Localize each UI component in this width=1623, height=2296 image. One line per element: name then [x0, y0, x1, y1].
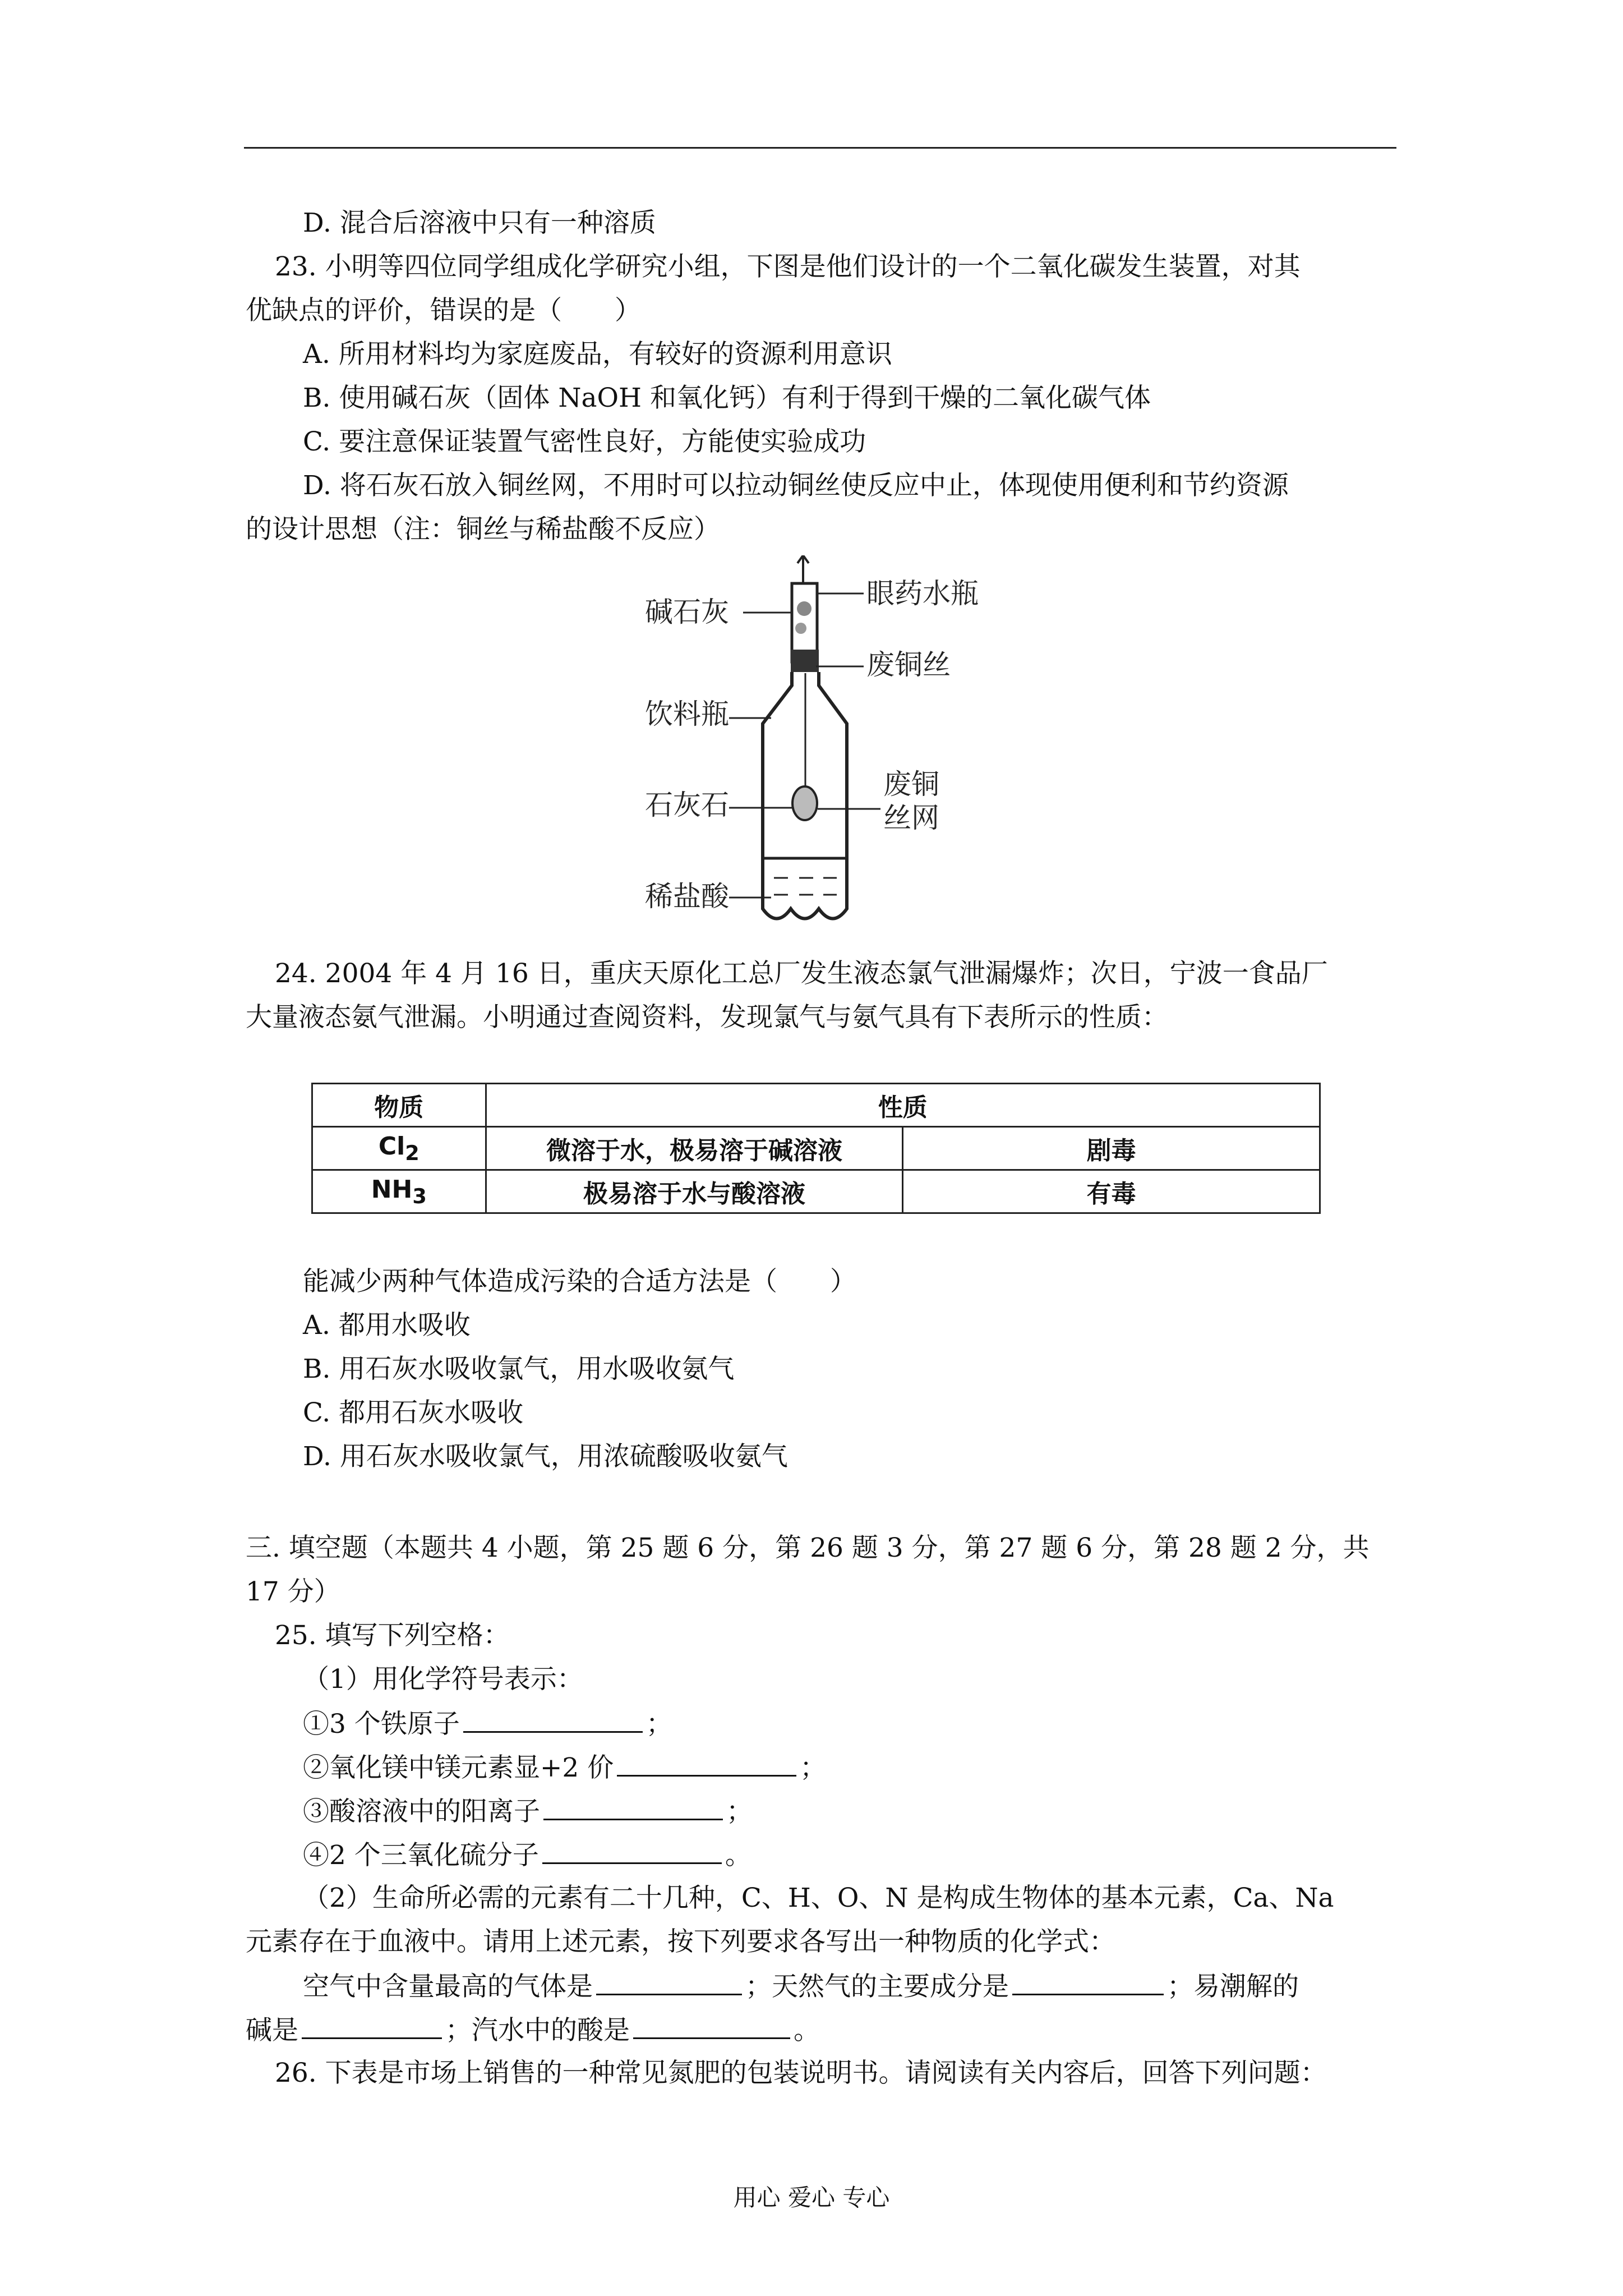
q25-fill-line1: 空气中含量最高的气体是 ；天然气的主要成分是 ；易潮解的 [303, 1969, 1299, 2004]
page-footer: 用心 爱心 专心 [733, 2184, 890, 2211]
q23-stem-line2: 优缺点的评价，错误的是（ ） [246, 295, 641, 326]
q23-option-b: B. 使用碱石灰（固体 NaOH 和氧化钙）有利于得到干燥的二氧化碳气体 [303, 383, 1151, 413]
section3-title-line1: 三. 填空题（本题共 4 小题，第 25 题 6 分，第 26 题 3 分，第 27 题 6 分，第 28 题 2 分，共 [246, 1533, 1370, 1563]
answer-blank[interactable] [542, 1838, 722, 1864]
soda-lime [797, 601, 811, 616]
property-solubility: 极易溶于水与酸溶液 [486, 1170, 903, 1213]
q23-option-c: C. 要注意保证装置气密性良好，方能使实验成功 [303, 426, 866, 457]
q23-option-d-line2: 的设计思想（注：铜丝与稀盐酸不反应） [246, 514, 720, 545]
label-copper-mesh-1: 废铜 [883, 768, 939, 800]
q25-part2-line1: （2）生命所必需的元素有二十几种，C、H、O、N 是构成生物体的基本元素，Ca、Na [303, 1883, 1334, 1913]
answer-blank[interactable] [302, 2013, 442, 2039]
property-solubility: 微溶于水，极易溶于碱溶液 [486, 1127, 903, 1170]
q25-stem: 25. 填写下列空格： [275, 1620, 510, 1651]
formula-nh3: $NH_3$ [312, 1170, 486, 1213]
table-row [312, 1127, 1320, 1170]
header-rule [244, 147, 1396, 149]
label-hcl: 稀盐酸 [645, 880, 729, 913]
copper-mesh-limestone [792, 786, 817, 820]
answer-blank[interactable] [596, 1969, 742, 1995]
q25-item2: ②氧化镁中镁元素显+2 价 ； [303, 1750, 826, 1785]
answer-blank[interactable] [463, 1706, 643, 1733]
q24-stem-line2: 大量液态氨气泄漏。小明通过查阅资料，发现氯气与氨气具有下表所示的性质： [246, 1002, 1168, 1033]
q25-fill-line2: 碱是 ；汽水中的酸是 。 [246, 2013, 820, 2047]
answer-blank[interactable] [617, 1750, 796, 1777]
label-drink-bottle: 饮料瓶 [645, 698, 729, 730]
q24-option-a: A. 都用水吸收 [303, 1310, 471, 1341]
q25-item1: ①3 个铁原子 ； [303, 1706, 672, 1741]
label-copper-mesh-2: 丝网 [883, 802, 939, 834]
q24-stem-line1: 24. 2004 年 4 月 16 日，重庆天原化工总厂发生液态氯气泄漏爆炸；次日，宁波一食品厂 [275, 958, 1328, 989]
q25-part2-line2: 元素存在于血液中。请用上述元素，按下列要求各写出一种物质的化学式： [246, 1926, 1115, 1957]
property-toxicity: 剧毒 [903, 1127, 1320, 1170]
section3-title-line2: 17 分） [246, 1576, 340, 1607]
property-toxicity: 有毒 [903, 1170, 1320, 1213]
q24-option-d: D. 用石灰水吸收氯气，用浓硫酸吸收氨气 [303, 1441, 788, 1472]
q24-question: 能减少两种气体造成污染的合适方法是（ ） [303, 1266, 856, 1297]
q25-item4: ④2 个三氧化硫分子 。 [303, 1838, 751, 1872]
answer-blank[interactable] [543, 1794, 723, 1820]
q24-option-c: C. 都用石灰水吸收 [303, 1397, 524, 1428]
label-soda-lime: 碱石灰 [645, 596, 729, 628]
q22-option-d: D. 混合后溶液中只有一种溶质 [303, 208, 656, 238]
bottle-cap [791, 650, 819, 672]
label-copper-wire: 废铜丝 [866, 648, 951, 681]
gas-properties-table [311, 1083, 1321, 1214]
label-limestone: 石灰石 [645, 789, 729, 821]
header-property: 性质 [486, 1084, 1320, 1127]
q24-option-b: B. 用石灰水吸收氯气，用水吸收氨气 [303, 1354, 735, 1384]
answer-blank[interactable] [633, 2013, 790, 2039]
q26-stem: 26. 下表是市场上销售的一种常见氮肥的包装说明书。请阅读有关内容后，回答下列问题： [275, 2058, 1327, 2088]
q25-item3: ③酸溶液中的阳离子 ； [303, 1794, 753, 1829]
table-row [312, 1170, 1320, 1213]
table-header-row [312, 1084, 1320, 1127]
answer-blank[interactable] [1012, 1969, 1164, 1995]
q25-part1: （1）用化学符号表示： [303, 1664, 583, 1695]
q23-stem-line1: 23. 小明等四位同学组成化学研究小组，下图是他们设计的一个二氧化碳发生装置，对其 [275, 251, 1301, 282]
q23-option-a: A. 所用材料均为家庭废品，有较好的资源利用意识 [303, 339, 892, 370]
co2-generator-diagram [645, 555, 993, 942]
header-substance: 物质 [312, 1084, 486, 1127]
q23-option-d-line1: D. 将石灰石放入铜丝网，不用时可以拉动铜丝使反应中止，体现使用便利和节约资源 [303, 470, 1289, 501]
formula-cl2: $Cl_2$ [312, 1127, 486, 1170]
label-eyedrop-bottle: 眼药水瓶 [866, 577, 979, 610]
